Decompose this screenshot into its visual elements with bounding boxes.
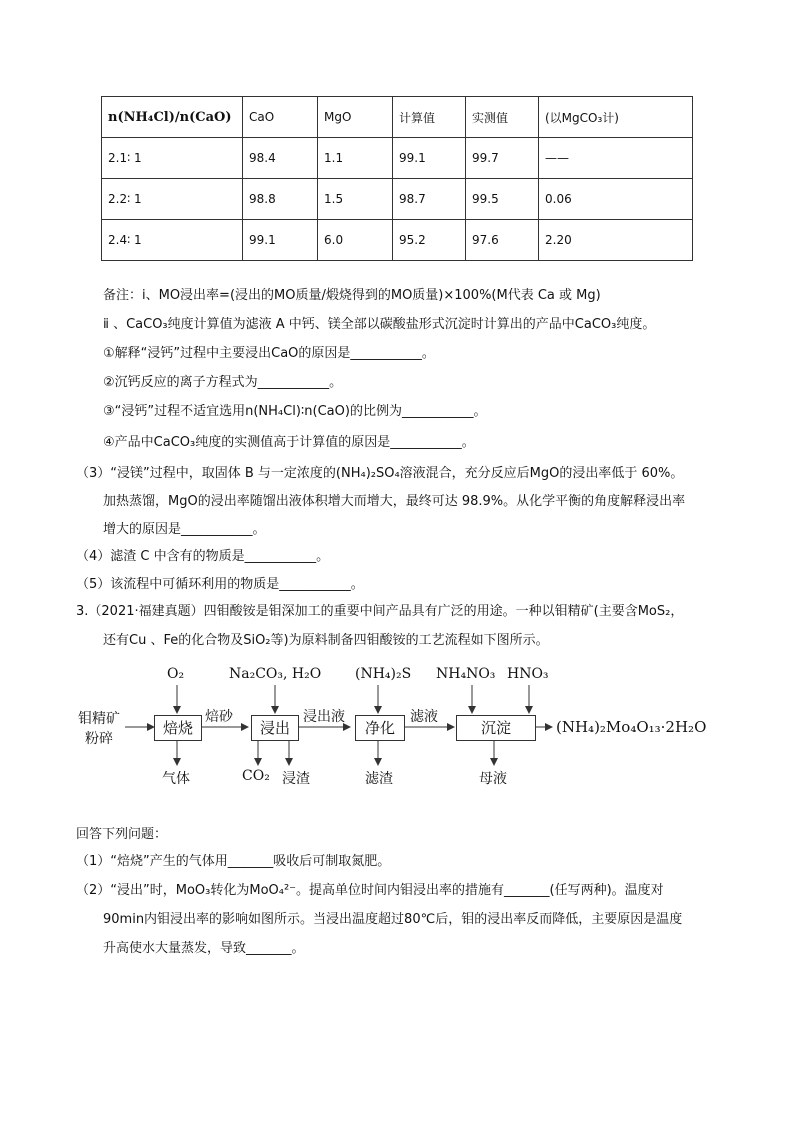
process-box-precipitation: 沉淀 [456, 715, 536, 741]
problem3-line1: 3.（2021·福建真题）四钼酸铵是钼深加工的重要中间产品具有广泛的用途。一种以钼精矿(主要含MoS₂， [76, 604, 684, 619]
note-purity: ⅱ 、CaCO₃纯度计算值为滤液 A 中钙、镁全部以碳酸盐形式沉淀时计算出的产品中CaCO₃纯度。 [103, 317, 656, 332]
link-filtrate: 滤液 [410, 709, 438, 725]
link-leachate: 浸出液 [303, 709, 345, 725]
table-cell: 1.5 [318, 179, 393, 220]
table-header-cell: 实测值 [466, 97, 539, 138]
process-box-purification: 净化 [355, 715, 405, 741]
table-cell: 98.8 [243, 179, 318, 220]
table-cell: 2.2∶ 1 [102, 179, 243, 220]
process-box-leaching: 浸出 [251, 715, 299, 741]
table-cell: 97.6 [466, 220, 539, 261]
part4-line: （4）滤渣 C 中含有的物质是___________。 [76, 549, 330, 564]
table-cell: 98.7 [393, 179, 466, 220]
question-4: ④产品中CaCO₃纯度的实测值高于计算值的原因是___________。 [103, 435, 475, 450]
table-cell: 2.1∶ 1 [102, 138, 243, 179]
table-header-cell: (以MgCO₃计) [539, 97, 693, 138]
table-header-cell: 计算值 [393, 97, 466, 138]
output-gas: 气体 [162, 771, 190, 787]
answer-question-2-line2: 90min内钼浸出率的影响如图所示。当浸出温度超过80℃后，钼的浸出率反而降低，主要原因是温度 [103, 912, 683, 927]
process-box-roasting: 焙烧 [154, 715, 202, 741]
table-row [102, 138, 693, 179]
table-cell: 6.0 [318, 220, 393, 261]
table-cell: 99.1 [393, 138, 466, 179]
table-cell: 1.1 [318, 138, 393, 179]
answers-intro: 回答下列问题： [76, 827, 168, 842]
table-cell: 0.06 [539, 179, 693, 220]
table-header-row [102, 97, 693, 138]
table-cell: 2.20 [539, 220, 693, 261]
input-ammonium-sulfide: (NH₄)₂S [355, 666, 412, 682]
part3-line2: 加热蒸馏，MgO的浸出率随馏出液体积增大而增大，最终可达 98.9%。从化学平衡的角度解释浸出率 [103, 494, 686, 509]
question-2: ②沉钙反应的离子方程式为___________。 [103, 375, 343, 390]
table-header-cell: CaO [243, 97, 318, 138]
table-row [102, 179, 693, 220]
output-mother-liquor: 母液 [479, 771, 507, 787]
table-cell: 98.4 [243, 138, 318, 179]
output-carbon-dioxide: CO₂ [242, 768, 270, 784]
table-cell: 2.4∶ 1 [102, 220, 243, 261]
answer-question-2-line3: 升高使水大量蒸发，导致_______。 [103, 941, 305, 956]
leaching-data-table [101, 96, 693, 261]
part5-line: （5）该流程中可循环利用的物质是___________。 [76, 577, 364, 592]
final-product: (NH₄)₂Mo₄O₁₃·2H₂O [556, 718, 707, 736]
flow-start-line1: 钼精矿 [78, 711, 120, 727]
question-3: ③“浸钙”过程不适宜选用n(NH₄Cl)∶n(CaO)的比例为___________。 [103, 404, 487, 419]
table-row [102, 220, 693, 261]
flow-start-line2: 粉碎 [85, 731, 113, 747]
table-header-cell: MgO [318, 97, 393, 138]
answer-question-1: （1）“焙烧”产生的气体用_______吸收后可制取氮肥。 [76, 854, 391, 869]
table-cell: 99.7 [466, 138, 539, 179]
table-cell: 99.5 [466, 179, 539, 220]
link-calcine: 焙砂 [205, 709, 233, 725]
input-nitric-acid: HNO₃ [507, 666, 549, 682]
part3-line1: （3）“浸镁”过程中，取固体 B 与一定浓度的(NH₄)₂SO₄溶液混合，充分反应后MgO的浸出率低于 60%。 [76, 466, 684, 481]
part3-line3: 增大的原因是___________。 [103, 522, 266, 537]
table-header-cell: n(NH₄Cl)/n(CaO) [102, 97, 243, 138]
table-cell: 95.2 [393, 220, 466, 261]
answer-question-2-line1: （2）“浸出”时，MoO₃转化为MoO₄²⁻。提高单位时间内钼浸出率的措施有_______(任写两种)。温度对 [76, 883, 664, 898]
output-leach-residue: 浸渣 [282, 771, 310, 787]
note-leaching-rate: 备注：ⅰ、MO浸出率=(浸出的MO质量/煅烧得到的MO质量)×100%(M代表 Ca 或 Mg) [103, 288, 601, 303]
table-cell: —— [539, 138, 693, 179]
input-ammonium-nitrate: NH₄NO₃ [436, 666, 496, 682]
input-oxygen: O₂ [167, 666, 185, 682]
input-sodium-carbonate-water: Na₂CO₃, H₂O [229, 666, 322, 682]
table-cell: 99.1 [243, 220, 318, 261]
flow-start-label [78, 708, 120, 748]
output-filter-residue: 滤渣 [365, 771, 393, 787]
problem3-line2: 还有Cu 、Fe的化合物及SiO₂等)为原料制备四钼酸铵的工艺流程如下图所示。 [103, 633, 549, 648]
question-1: ①解释“浸钙”过程中主要浸出CaO的原因是___________。 [103, 346, 435, 361]
